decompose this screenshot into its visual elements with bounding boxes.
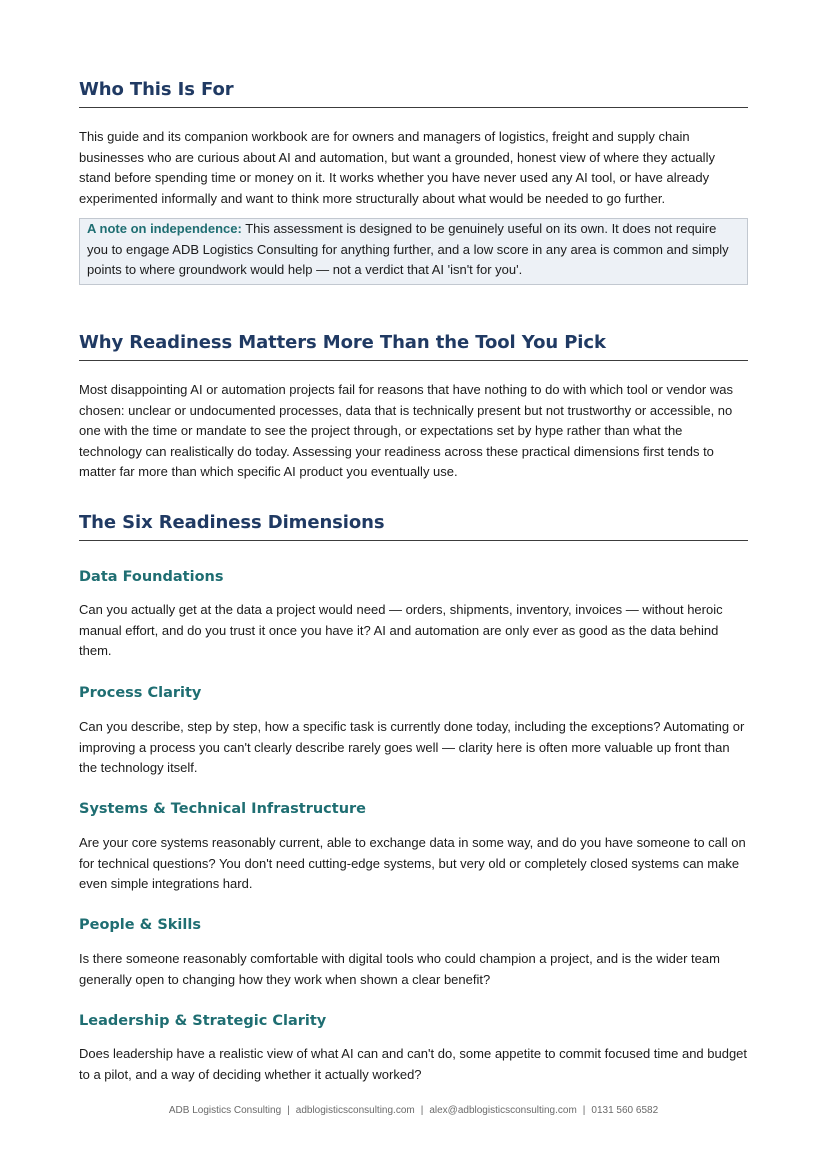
dimension-title: Leadership & Strategic Clarity xyxy=(79,1013,327,1029)
dimension-title: Systems & Technical Infrastructure xyxy=(79,801,367,817)
footer-email[interactable]: alex@adblogisticsconsulting.com xyxy=(429,1105,577,1116)
footer-phone: 0131 560 6582 xyxy=(591,1105,659,1116)
dimension-data-foundations xyxy=(79,569,748,585)
dimension-body-wrap xyxy=(79,833,748,895)
footer-separator: | xyxy=(420,1105,424,1116)
page-footer xyxy=(0,1105,827,1116)
section-heading-who: Who This Is For xyxy=(79,79,748,108)
footer-separator: | xyxy=(287,1105,290,1116)
footer-website[interactable]: adblogisticsconsulting.com xyxy=(295,1105,415,1116)
dimension-body-wrap xyxy=(79,717,748,779)
footer-separator: | xyxy=(582,1105,586,1116)
dimension-body-wrap xyxy=(79,949,748,990)
section-heading-dimensions: The Six Readiness Dimensions xyxy=(79,512,748,541)
dimension-process-clarity xyxy=(79,685,748,701)
section-who xyxy=(79,79,748,108)
dimension-body: Are your core systems reasonably current, able to exchange data in some way, and do you have someone to call on for technical questions? You don't need cutting-edge systems, but very old or completely closed systems can make even simple integrations hard. xyxy=(79,835,746,891)
dimension-body-wrap xyxy=(79,1044,748,1085)
dimension-body: Does leadership have a realistic view of what AI can and can't do, some appetite to commit focused time and budget to a pilot, and a way of deciding whether it actually worked? xyxy=(79,1046,748,1082)
dimension-body: Can you actually get at the data a project would need — orders, shipments, inventory, invoices — without heroic manual effort, and do you trust it once you have it? AI and automation are only ever as good as the data behind them. xyxy=(79,602,723,658)
section-heading-why: Why Readiness Matters More Than the Tool You Pick xyxy=(79,332,748,361)
note-label: A note on independence: xyxy=(87,221,242,236)
dimension-title: Process Clarity xyxy=(79,685,202,701)
who-body: This guide and its companion workbook are for owners and managers of logistics, freight and supply chain businesses who are curious about AI and automation, but want a grounded, honest view of where they actually stand before spending time or money on it. It works whether you have never used any AI tool, or have already experimented informally and want to think more structurally about what would be needed to go further. xyxy=(79,129,715,206)
footer-company: ADB Logistics Consulting xyxy=(168,1105,282,1116)
dimension-people-skills xyxy=(79,917,748,933)
why-body: Most disappointing AI or automation projects fail for reasons that have nothing to do with which tool or vendor was chosen: unclear or undocumented processes, data that is technically present but not trustworthy or accessible, no one with the time or mandate to see the project through, or expectations set by hype rather than what the technology can realistically do today. Assessing your readiness across these practical dimensions first tends to matter far more than which specific AI product you eventually use. xyxy=(79,382,733,479)
section-why xyxy=(79,332,748,361)
dimension-title: Data Foundations xyxy=(79,569,224,585)
dimension-body: Is there someone reasonably comfortable with digital tools who could champion a project, and is the wider team generally open to changing how they work when shown a clear benefit? xyxy=(79,951,720,987)
independence-note xyxy=(79,218,748,285)
who-body-wrap xyxy=(79,127,748,209)
dimension-body: Can you describe, step by step, how a specific task is currently done today, including the exceptions? Automating or improving a process you can't clearly describe rarely goes well — clarity here is often more valuable up front than the technology itself. xyxy=(79,719,745,775)
section-dimensions xyxy=(79,512,748,541)
note-box xyxy=(79,218,748,285)
dimension-systems xyxy=(79,801,748,817)
why-body-wrap xyxy=(79,380,748,483)
dimension-title: People & Skills xyxy=(79,917,201,933)
dimension-body-wrap xyxy=(79,600,748,662)
note-text: This assessment is designed to be genuinely useful on its own. It does not require you to engage ADB Logistics Consulting for anything further, and a low score in any area is common and simply points to where groundwork would help — not a verdict that AI 'isn't for you'. xyxy=(87,221,729,277)
dimension-leadership xyxy=(79,1013,748,1029)
